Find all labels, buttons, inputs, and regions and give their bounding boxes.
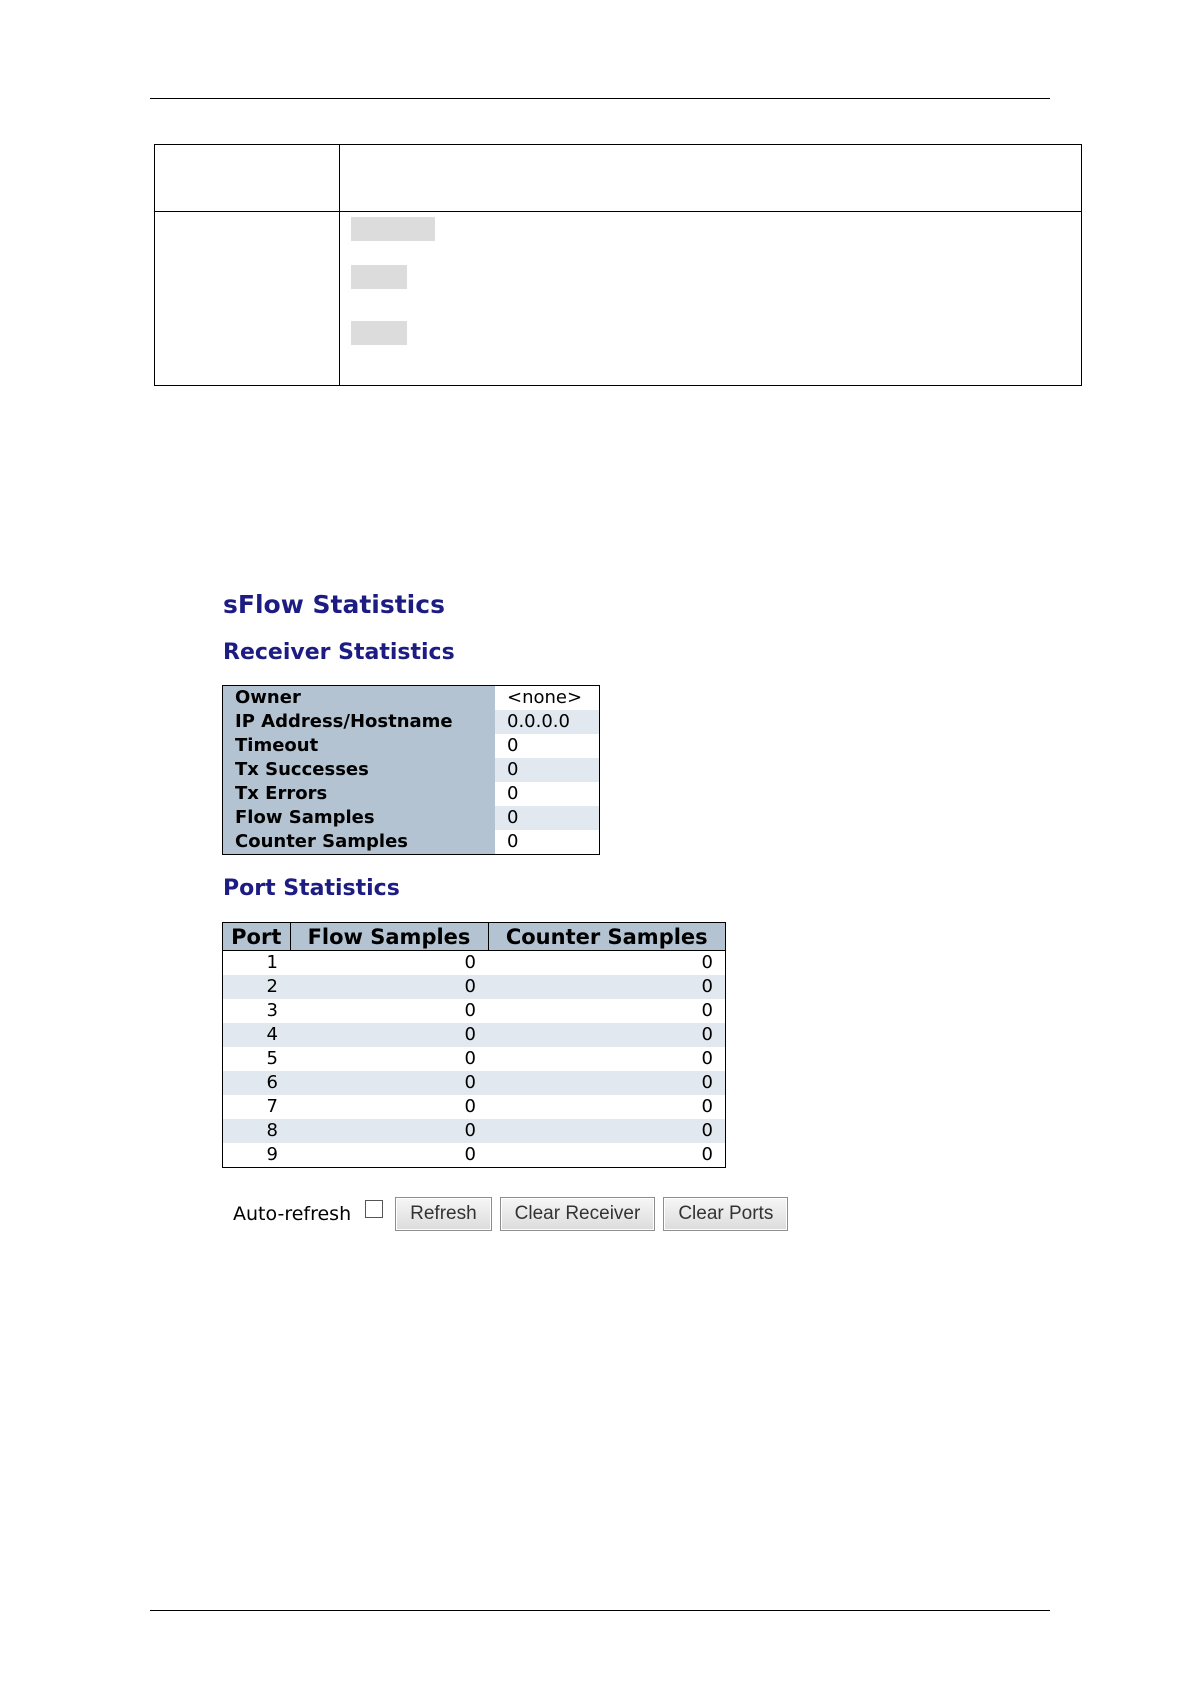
counter-samples-cell: 0 (488, 1023, 726, 1047)
flow-samples-cell: 0 (290, 1119, 488, 1143)
redacted-text-block (351, 265, 407, 289)
table-row (223, 999, 726, 1023)
port-statistics-heading: Port Statistics (223, 876, 400, 901)
receiver-statistics-table (222, 685, 600, 855)
counter-samples-cell: 0 (488, 1143, 726, 1168)
flow-samples-cell: 0 (290, 1143, 488, 1168)
port-cell: 6 (223, 1071, 291, 1095)
table-row (223, 1095, 726, 1119)
counter-samples-cell: 0 (488, 1095, 726, 1119)
row-value: 0 (495, 734, 600, 758)
column-header-counter-samples: Counter Samples (488, 923, 726, 951)
row-value: 0 (495, 806, 600, 830)
flow-samples-cell: 0 (290, 1095, 488, 1119)
port-cell: 1 (223, 951, 291, 976)
row-value: 0 (495, 758, 600, 782)
refresh-button[interactable]: Refresh (395, 1197, 492, 1231)
redacted-text-block (351, 321, 407, 345)
flow-samples-cell: 0 (290, 1071, 488, 1095)
auto-refresh-checkbox[interactable] (365, 1200, 383, 1218)
row-value: 0 (495, 782, 600, 806)
table-row-divider (155, 211, 1081, 212)
port-cell: 4 (223, 1023, 291, 1047)
flow-samples-cell: 0 (290, 1047, 488, 1071)
port-cell: 7 (223, 1095, 291, 1119)
row-label: Flow Samples (223, 806, 496, 830)
port-cell: 9 (223, 1143, 291, 1168)
clear-receiver-button[interactable]: Clear Receiver (500, 1197, 656, 1231)
document-table (154, 144, 1082, 386)
counter-samples-cell: 0 (488, 1047, 726, 1071)
flow-samples-cell: 0 (290, 951, 488, 976)
table-row (223, 806, 600, 830)
counter-samples-cell: 0 (488, 1071, 726, 1095)
port-cell: 3 (223, 999, 291, 1023)
table-row (223, 1119, 726, 1143)
flow-samples-cell: 0 (290, 999, 488, 1023)
control-bar (233, 1196, 796, 1232)
clear-ports-button[interactable]: Clear Ports (663, 1197, 788, 1231)
table-row (223, 1071, 726, 1095)
port-cell: 2 (223, 975, 291, 999)
table-row (223, 830, 600, 855)
counter-samples-cell: 0 (488, 951, 726, 976)
port-statistics-table (222, 922, 726, 1168)
row-label: Timeout (223, 734, 496, 758)
table-row (223, 1143, 726, 1168)
redacted-text-block (351, 217, 435, 241)
table-row (223, 951, 726, 976)
table-row (223, 686, 600, 711)
column-header-flow-samples: Flow Samples (290, 923, 488, 951)
port-cell: 5 (223, 1047, 291, 1071)
table-row (223, 734, 600, 758)
table-row (223, 710, 600, 734)
header-rule (150, 98, 1050, 99)
footer-rule (150, 1610, 1050, 1611)
row-label: Tx Errors (223, 782, 496, 806)
row-value: <none> (495, 686, 600, 711)
port-cell: 8 (223, 1119, 291, 1143)
column-header-port: Port (223, 923, 291, 951)
flow-samples-cell: 0 (290, 1023, 488, 1047)
row-value: 0 (495, 830, 600, 855)
row-label: IP Address/Hostname (223, 710, 496, 734)
row-label: Counter Samples (223, 830, 496, 855)
receiver-statistics-heading: Receiver Statistics (223, 640, 455, 665)
table-row (223, 782, 600, 806)
counter-samples-cell: 0 (488, 999, 726, 1023)
row-value: 0.0.0.0 (495, 710, 600, 734)
row-label: Tx Successes (223, 758, 496, 782)
row-label: Owner (223, 686, 496, 711)
counter-samples-cell: 0 (488, 975, 726, 999)
flow-samples-cell: 0 (290, 975, 488, 999)
table-column-divider (339, 145, 340, 385)
counter-samples-cell: 0 (488, 1119, 726, 1143)
auto-refresh-label: Auto-refresh (233, 1203, 352, 1225)
table-row (223, 758, 600, 782)
table-row (223, 1047, 726, 1071)
table-row (223, 1023, 726, 1047)
table-row (223, 975, 726, 999)
page-title: sFlow Statistics (223, 590, 445, 619)
